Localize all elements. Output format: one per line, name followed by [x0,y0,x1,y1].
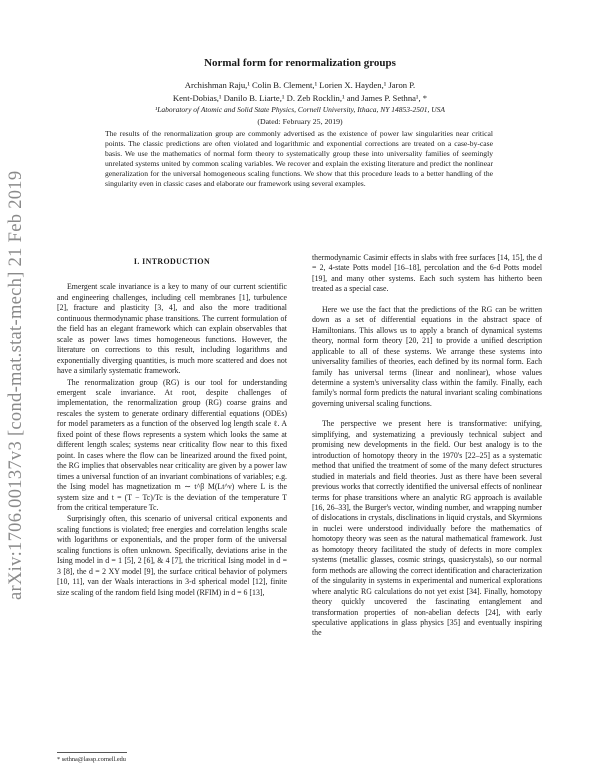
footnote-divider [57,752,127,753]
paragraph: thermodynamic Casimir effects in slabs with free surfaces [14, 15], the d = 2, 4-state Potts model [16–18], percolation and the 6-d Potts model [19], and many other systems. Each such system has hitherto been treated as a special case. [312,253,542,294]
paragraph: The renormalization group (RG) is our tool for understanding emergent scale invariance. At root, despite challenges of implementation, the renormalization group (RG) coarse grains and rescales the system to generate ordinary differential equations (ODEs) for model parameters as a function of the observed log length scale ℓ. A fixed point of these flows represents a system which looks the same at different length scales; systems near criticality flow near to this fixed point. In cases where the flow can be linearized around the fixed point, the RG implies that observables near criticality are given by a power law times a universal function of an invariant combinations of variables; e.g. the Ising model has magnetization m ∼ t^β M(Lt^ν) where L is the system size and t = (T − Tc)/Tc is the deviation of the temperature T from the critical temperature Tc. [57,377,287,512]
arxiv-id-text: arXiv:1706.00137v3 [cond-mat.stat-mech] 21 Feb 2019 [6,170,26,600]
author-list [70,79,530,104]
paragraph: Here we use the fact that the predictions of the RG can be written down as a set of differential equations in the abstract space of Hamiltonians. This allows us to apply a branch of dynamical systems theory, normal form theory [20, 21] to provide a unified description applicable to all of these systems. We arrange these systems into universality families of theories, each defined by its normal form. Each family has universal terms (linear and nonlinear), whose values determine a system's universality class within the family. Finally, each family's normal form predicts the natural invariant scaling combinations governing universal scaling functions. [312,304,542,408]
section-heading-introduction: I. INTRODUCTION [133,257,211,266]
left-column [57,253,287,598]
paragraph: The perspective we present here is transformative: unifying, simplifying, and systematizing a previously technical subject and promising new developments in the field. Our best analogy is to the introduction of homotopy theory in the 1970's [22–25] as a systematic method that unified the treatment of some of the many defect structures studied in materials and field theories. Just as there have been several previous works that correctly identified the universal effects of nonlinear terms for phase transitions where an analytic RG approach is available [16, 26–33], the Burger's vector, winding number, and wrapping number of dislocations in crystals, disclinations in liquid crystals, and Skyrmions in nuclei were understood individually before the mathematics of homotopy theory was seen as the natural mathematical framework. Just as homotopy theory facilitated the study of defects in more complex systems (metallic glasses, cosmic strings, quasicrystals), so our normal form methods are allowing the correct identification and characterization of the singularity in systems in experimental and numerical explorations where analytic RG calculations do not yet exist [34]. Finally, homotopy theory quickly uncovered the fascinating entanglement and transformation properties of non-abelian defects [24], with early speculative applications in glass physics [35] and eventually inspiring the [312,419,542,638]
right-column [312,253,542,639]
paragraph: Emergent scale invariance is a key to many of our current scientific and engineering challenges, including cell membranes [1], turbulence [2], fracture and plasticity [3, 4], and also the more traditional continuous thermodynamic phase transitions. The current formulation of the field has an elegant framework which can explain observables that scale as power laws times homogeneous functions. However, the literature on corrections to this result, including logarithms and exponentially diverging quantities, is much more scattered and does not have a similarly systematic framework. [57,282,287,376]
footnote-email: * sethna@lassp.cornell.edu [57,756,126,763]
affiliation: ¹Laboratory of Atomic and Solid State Physics, Cornell University, Ithaca, NY 14853-2501, USA [154,105,445,114]
paragraph: Surprisingly often, this scenario of universal critical exponents and scaling functions is violated; free energies and correlation lengths scale with logarithms or exponentials, and the proper form of the universal scaling functions is often unknown. Specifically, deviations arise in the Ising model in d = 1 [5], 2 [6], & 4 [7], the tricritical Ising model in d = 3 [8], the d = 2 XY model [9], the surface critical behavior of polymers [10, 11], van der Waals interactions in 3-d spherical model [12], finite size scaling of the random field Ising model (RFIM) in d = 6 [13], [57,514,287,597]
date-line: (Dated: February 25, 2019) [257,117,343,126]
authors-line-1: Archishman Raju,¹ Colin B. Clement,¹ Lorien X. Hayden,¹ Jaron P. [184,80,416,90]
paper-title: Normal form for renormalization groups [204,57,396,69]
authors-line-2: Kent-Dobias,¹ Danilo B. Liarte,¹ D. Zeb Rocklin,¹ and James P. Sethna¹, * [172,92,428,103]
abstract: The results of the renormalization group are commonly advertised as the existence of power law singularities near critical points. The classic predictions are often violated and logarithmic and exponential corrections are treated on a case-by-case basis. We use the mathematics of normal form theory to systematically group these into universality families of seemingly unrelated systems united by common scaling variables. We recover and explain the existing literature and predict the nonlinear generalization for the universal homogeneous scaling functions. We show that this procedure leads to a better handling of the singularity even in classic cases and elaborate our framework using several examples. [105,129,493,189]
